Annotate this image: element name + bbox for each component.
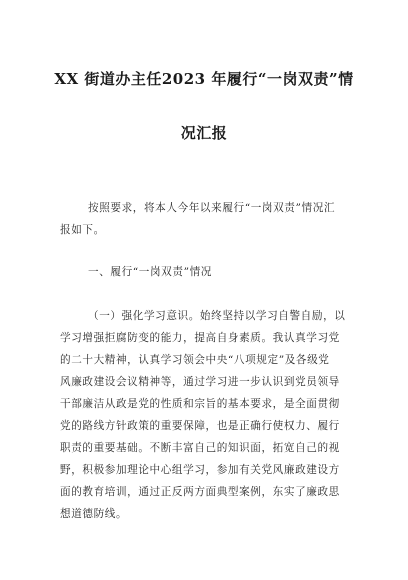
document-title-line-2: 况汇报 bbox=[180, 124, 228, 142]
paragraph-line-3: 的二十大精神，认真学习领会中央“八项规定”及各级党 bbox=[60, 354, 330, 366]
paragraph-line-10: 想道德防线。 bbox=[60, 508, 128, 520]
paragraph-line-6: 党的路线方针政策的重要保障，也是正确行使权力、履行 bbox=[60, 420, 340, 432]
intro-line-2: 报如下。 bbox=[60, 224, 105, 236]
paragraph-line-1: （一）强化学习意识。始终坚持以学习自警自励，以 bbox=[88, 310, 346, 322]
paragraph-line-5: 干部廉洁从政是党的性质和宗旨的基本要求，是全面贯彻 bbox=[60, 398, 340, 410]
section-heading: 一、履行“一岗双责”情况 bbox=[88, 266, 212, 278]
document-title-line-1: XX 街道办主任2023 年履行“一岗双责”情 bbox=[54, 70, 354, 88]
paragraph-line-9: 面的教育培训，通过正反两方面典型案例，东实了廉政思 bbox=[60, 486, 340, 498]
paragraph-line-7: 职责的重要基础。不断丰富自己的知识面，拓宽自己的视 bbox=[60, 442, 340, 454]
paragraph-line-4: 风廉政建设会议精神等，通过学习进一步认识到党员领导 bbox=[60, 376, 340, 388]
intro-line-1: 按照要求，将本人今年以来履行“一岗双责”情况汇 bbox=[88, 202, 336, 214]
paragraph-line-2: 学习增强拒腐防变的能力，提高自身素质。我认真学习党 bbox=[60, 332, 340, 344]
paragraph-line-8: 野，积极参加理论中心组学习，参加有关党风廉政建设方 bbox=[60, 464, 340, 476]
